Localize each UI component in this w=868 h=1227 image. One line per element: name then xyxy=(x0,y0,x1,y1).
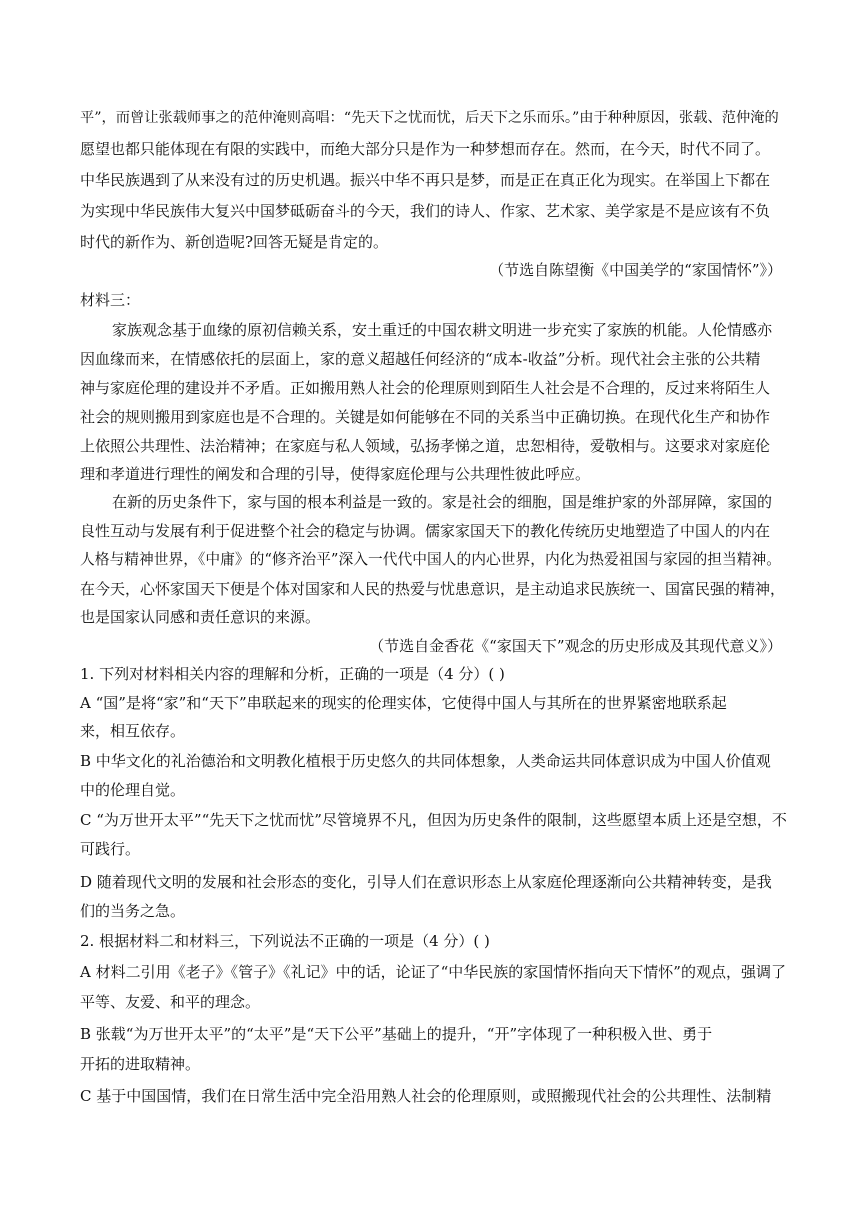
text-line: 上依照公共理性、法治精神；在家庭与私人领域，弘扬孝悌之道，忠恕相待，爱敬相与。这要求对家庭伦 xyxy=(80,437,771,455)
question-2-option-a: 平等、友爱、和平的理念。 xyxy=(80,993,261,1011)
question-1-option-b: B 中华文化的礼治德治和文明教化植根于历史悠久的共同体想象，人类命运共同体意识成为中国人价值观 xyxy=(80,752,771,770)
text-line: 家族观念基于血缘的原初信赖关系，安土重迁的中国农耕文明进一步充实了家族的机能。人伦情感亦 xyxy=(112,321,773,339)
text-line: 愿望也都只能体现在有限的实践中，而绝大部分只是作为一种梦想而存在。然而，在今天，时代不同了。 xyxy=(80,140,771,158)
text-line: 时代的新作为、新创造呢?回答无疑是肯定的。 xyxy=(80,233,389,251)
question-2-option-b: B 张载“为万世开太平”的“太平”是“天下公平”基础上的提升，“开”字体现了一种积极入世、勇于 xyxy=(80,1025,713,1043)
question-2-option-b: 开拓的进取精神。 xyxy=(80,1055,201,1073)
question-2-stem: 2. 根据材料二和材料三，下列说法不正确的一项是（4 分）( ) xyxy=(80,932,490,950)
question-1-option-c: 可践行。 xyxy=(80,840,141,858)
text-line: 为实现中华民族伟大复兴中国梦砥砺奋斗的今天，我们的诗人、作家、艺术家、美学家是不是应该有不负 xyxy=(80,202,771,220)
text-line: 平”，而曾让张载师事之的范仲淹则高唱：“先天下之忧而忧，后天下之乐而乐。”由于种种原因，张载、范仲淹的 xyxy=(80,110,779,126)
question-1-option-b: 中的伦理自觉。 xyxy=(80,781,186,799)
question-2-option-c: C 基于中国国情，我们在日常生活中完全沿用熟人社会的伦理原则，或照搬现代社会的公共理性、法制精 xyxy=(80,1087,772,1105)
question-1-option-d: 们的当务之急。 xyxy=(80,902,186,920)
question-1-option-c: C “为万世开太平”“先天下之忧而忧”尽管境界不凡，但因为历史条件的限制，这些愿望本质上还是空想，不 xyxy=(80,811,787,829)
text-line: 在今天，心怀家国天下便是个体对国家和人民的热爱与忧患意识，是主动追求民族统一、国富民强的精神， xyxy=(80,580,786,598)
question-2-option-a: A 材料二引用《老子》《管子》《礼记》中的话，论证了“中华民族的家国情怀指向天下情怀”的观点，强调了 xyxy=(80,963,786,981)
material-label: 材料三： xyxy=(80,291,141,309)
text-line: 中华民族遇到了从来没有过的历史机遇。振兴中华不再只是梦，而是正在真正化为现实。在举国上下都在 xyxy=(80,171,771,189)
question-1-option-a: 来，相互依存。 xyxy=(80,722,186,740)
text-line: 人格与精神世界，《中庸》的“修齐治平”深入一代代中国人的内心世界，内化为热爱祖国与家园的担当精神。 xyxy=(80,551,781,568)
text-line: 在新的历史条件下，家与国的根本利益是一致的。家是社会的细胞，国是维护家的外部屏障，家国的 xyxy=(112,493,773,511)
text-line: 理和孝道进行理性的阐发和合理的引导，使得家庭伦理与公共理性彼此呼应。 xyxy=(80,465,591,483)
question-1-option-a: A “国”是将“家”和“天下”串联起来的现实的伦理实体，它使得中国人与其所在的世界紧密地联系起 xyxy=(80,694,727,712)
question-1-option-d: D 随着现代文明的发展和社会形态的变化，引导人们在意识形态上从家庭伦理逐渐向公共精神转变，是我 xyxy=(80,873,772,891)
source-citation: （节选自陈望衡《中国美学的“家国情怀”》） xyxy=(489,261,782,279)
text-line: 也是国家认同感和责任意识的来源。 xyxy=(80,608,321,626)
source-citation: （节选自金香花《“家国天下”观念的历史形成及其现代意义》） xyxy=(369,637,782,655)
text-line: 社会的规则搬用到家庭也是不合理的。关键是如何能够在不同的关系当中正确切换。在现代化生产和协作 xyxy=(80,408,771,426)
text-line: 良性互动与发展有利于促进整个社会的稳定与协调。儒家家国天下的教化传统历史地塑造了中国人的内在 xyxy=(80,522,771,540)
question-1-stem: 1. 下列对材料相关内容的理解和分析，正确的一项是（4 分）( ) xyxy=(80,665,505,683)
text-line: 神与家庭伦理的建设并不矛盾。正如搬用熟人社会的伦理原则到陌生人社会是不合理的，反过来将陌生人 xyxy=(80,379,771,397)
text-line: 因血缘而来，在情感依托的层面上，家的意义超越任何经济的“成本-收益”分析。现代社会主张的公共精 xyxy=(80,350,761,368)
